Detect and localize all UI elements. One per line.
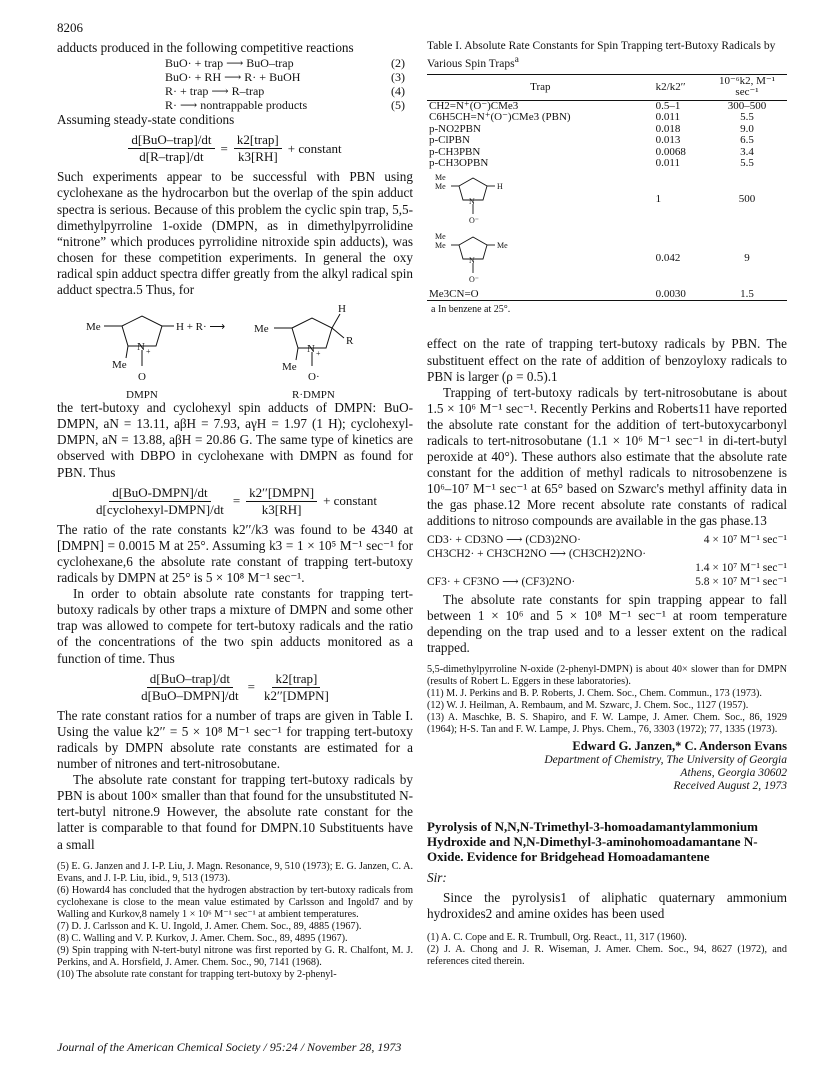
table-header: Trap xyxy=(427,74,654,100)
paragraph: the tert-butoxy and cyclohexyl spin adducts of DMPN: BuO-DMPN, aN = 13.11, aβH = 7.93, aγH = 1.97 (1 H); cyclohexyl-DMPN, aN = 13.88, aβH = 20.86 G. The same type of kinetics are observed with DBPO in cyclohexane with DMPN as found for PBN. Thus xyxy=(57,400,413,480)
table-title-sup: a xyxy=(514,54,519,65)
table-cell: p-CH3OPBN xyxy=(429,157,489,170)
footnote: (11) M. J. Perkins and B. P. Roberts, J. Chem. Soc., Chem. Commun., 173 (1973). xyxy=(427,687,762,699)
scheme-nitrogen-label: N xyxy=(137,341,145,354)
table-cell: Me3CN=O xyxy=(427,289,654,301)
received-date: Received August 2, 1973 xyxy=(673,780,787,793)
table-cell: C6H5CH=N⁺(O⁻)CMe3 (PBN) xyxy=(429,111,571,124)
rate-constant-table xyxy=(427,74,787,302)
table-cell: 300–500 xyxy=(727,99,767,112)
table-row xyxy=(427,112,787,124)
structure-nitrogen: N xyxy=(469,196,475,206)
table-cell: 0.011 xyxy=(655,111,680,124)
footnote: (8) C. Walling and V. P. Kurkov, J. Amer. Chem. Soc., 89, 4895 (1967). xyxy=(57,932,348,944)
reaction-line xyxy=(57,56,413,70)
rate-row xyxy=(427,575,787,589)
journal-footer: Journal of the American Chemical Society / 95:24 / November 28, 1973 xyxy=(57,1040,402,1054)
equation-number: (2) xyxy=(391,56,405,71)
footnote: (7) D. J. Carlsson and K. U. Ingold, J. Amer. Chem. Soc., 89, 4885 (1967). xyxy=(57,920,362,932)
reaction-line xyxy=(57,84,413,98)
table-cell: 500 xyxy=(738,192,756,205)
intro-text: adducts produced in the following competitive reactions xyxy=(57,40,354,55)
page-number: 8206 xyxy=(57,20,83,35)
rate-equation: CD3· + CD3NO ⟶ (CD3)2NO· xyxy=(427,533,581,546)
table-cell: 9 xyxy=(744,252,750,265)
reaction-equation: BuO· + trap ⟶ BuO–trap xyxy=(165,56,294,71)
salutation: Sir: xyxy=(427,870,447,886)
scheme-methyl-label: Me xyxy=(254,323,269,336)
scheme-middle-text: H + R· ⟶ xyxy=(176,321,226,334)
table-row xyxy=(427,124,787,136)
table-cell: 0.011 xyxy=(655,157,680,170)
scheme-label-rdmpn: R·DMPN xyxy=(292,389,335,401)
affiliation-line: Athens, Georgia 30602 xyxy=(680,767,787,780)
rate-equation: CH3CH2· + CH3CH2NO ⟶ (CH3CH2)2NO· xyxy=(427,547,647,560)
table-cell: 0.013 xyxy=(655,134,681,147)
rate-row xyxy=(427,561,787,575)
tmpn-structure-diagram xyxy=(429,229,519,285)
table-cell: 0.042 xyxy=(655,252,681,265)
eq1-left-denominator: d[R–trap]/dt xyxy=(139,149,204,165)
reaction-equation: R· ⟶ nontrappable products xyxy=(165,98,308,113)
footnote: (5) E. G. Janzen and J. I-P. Liu, J. Magn. Resonance, 9, 510 (1973); E. G. Janzen, C. A. Evans, and J. I-P. Liu, ibid., 9, 513 (1973). xyxy=(57,860,413,884)
footnotes-left xyxy=(57,861,413,981)
structure-substituent: Me xyxy=(497,241,508,251)
table-row xyxy=(427,289,787,301)
reaction-equation: R· + trap ⟶ R–trap xyxy=(165,84,265,99)
author-names: Edward G. Janzen,* C. Anderson Evans xyxy=(572,738,787,753)
structure-methyl: Me xyxy=(435,172,446,182)
equation-3: $\frac{\text{d[BuO–trap]/dt}}{\text{d[BuO–DMPN]/dt}}$ = $\frac{\text{k2[trap]}}{\text{k2′′[DMPN]}}$ xyxy=(57,671,413,704)
footnotes-right xyxy=(427,664,787,736)
scheme-charge-label: + xyxy=(316,349,321,359)
table-title-text: Table I. Absolute Rate Constants for Spin Trapping tert-Butoxy Radicals by Various Spin Traps xyxy=(427,40,776,70)
left-column xyxy=(57,40,413,981)
scheme-charge-label: + xyxy=(146,347,151,357)
table-cell: 5.5 xyxy=(740,111,754,124)
table-header: 10⁻⁶k2, M⁻¹ sec⁻¹ xyxy=(707,74,787,100)
paragraph: The absolute rate constants for spin trapping appear to fall between 1 × 10⁶ and 5 × 10⁸ M⁻¹ sec⁻¹ at room temperature depending on the trap used and to a lesser extent on the radical trapped. xyxy=(427,591,787,655)
footnote: (12) W. J. Heilman, A. Rembaum, and M. Szwarc, J. Chem. Soc., 1127 (1957). xyxy=(427,699,749,711)
scheme-nitrogen-label: N xyxy=(307,343,315,356)
paragraph: The ratio of the rate constants k2′′/k3 was found to be 4340 at [DMPN] = 0.0015 M at 25°. Assuming k3 = 1 × 10⁵ M⁻¹ sec⁻¹ for cyclohexane,6 the absolute rate constant of trapping tert-butoxy radicals by DMPN at 25° is 5 × 10⁸ M⁻¹ sec⁻¹. xyxy=(57,521,413,586)
rate-row xyxy=(427,547,787,561)
table-header: k2/k2′′ xyxy=(654,74,707,100)
table-row xyxy=(427,229,787,289)
scheme-label-dmpn: DMPN xyxy=(126,389,158,401)
footnotes-right-2 xyxy=(427,932,787,968)
eq3-left-denominator: d[BuO–DMPN]/dt xyxy=(141,687,239,703)
footnote: (1) A. C. Cope and E. R. Trumbull, Org. React., 11, 317 (1960). xyxy=(427,932,687,944)
dmpn-scheme-diagram xyxy=(70,304,400,400)
table-cell: 5.5 xyxy=(740,157,754,170)
equation-number: (4) xyxy=(391,84,405,99)
eq1-right-numerator: k2[trap] xyxy=(234,132,282,149)
paragraph: effect on the rate of trapping tert-butoxy radicals by PBN. The substituent effect on the rate of addition of benzoyloxy radicals to PBN is larger (ρ = 0.5).1 xyxy=(427,336,787,384)
paragraph: The rate constant ratios for a number of traps are given in Table I. Using the value k2′′ = 5 × 10⁸ M⁻¹ sec⁻¹ for trapping tert-butoxy radicals by DMPN absolute rate constants are estimated for a number of nitrones and tert-nitrosobutane. xyxy=(57,707,413,772)
dmpn-structure-diagram xyxy=(429,170,519,226)
table-cell: 0.0030 xyxy=(654,289,707,301)
scheme-r-label: R xyxy=(346,335,354,348)
rate-value: 1.4 × 10⁷ M⁻¹ sec⁻¹ xyxy=(695,561,787,574)
footnote: (2) J. A. Chong and J. R. Wiseman, J. Amer. Chem. Soc., 94, 8627 (1972), and references cited therein. xyxy=(427,944,787,968)
rate-equations xyxy=(427,533,787,589)
scheme-hydrogen-label: H xyxy=(338,304,346,316)
table-cell: 1.5 xyxy=(707,289,787,301)
structure-nitrogen: N xyxy=(469,256,475,266)
table-cell: 0.0068 xyxy=(655,145,686,158)
table-row xyxy=(427,158,787,170)
equation-1: $\frac{\text{d[BuO–trap]/dt}}{\text{d[R–trap]/dt}}$ = $\frac{\text{k2[trap]}}{k3[RH]}$ + constant xyxy=(57,132,413,165)
equation-2: $\frac{\text{d[BuO-DMPN]/dt}}{\text{d[cyclohexyl-DMPN]/dt}}$ = $\frac{\text{k2′′[DMPN]}}{k3[RH]}$ + constant xyxy=(57,485,413,518)
structure-substituent: H xyxy=(497,181,503,191)
reaction-equation: BuO· + RH ⟶ R· + BuOH xyxy=(165,70,301,85)
table-cell: 0.018 xyxy=(655,122,681,135)
scheme-oxygen-label: O· xyxy=(308,371,320,384)
scheme-methyl-label: Me xyxy=(86,321,101,334)
footnote: (13) A. Maschke, B. S. Shapiro, and F. W. Lampe, J. Amer. Chem. Soc., 86, 1929 (1964); H-S. Tan and F. W. Lampe, J. Phys. Chem., 76, 3303 (1972); 77, 1335 (1973). xyxy=(427,711,787,735)
eq2-tail: + constant xyxy=(323,493,377,509)
rate-value: 5.8 × 10⁷ M⁻¹ sec⁻¹ xyxy=(695,575,787,588)
table-cell: CH2=N⁺(O⁻)CMe3 xyxy=(429,99,519,112)
table-cell: p-ClPBN xyxy=(429,134,470,147)
paragraph: The absolute rate constant for trapping tert-butoxy radicals by PBN is about 100× smaller than that found for the unsubstituted N-tert-butyl nitrone.9 However, the absolute rate constant for the latter is comparable to that found for DMPN.10 Substituents have a small xyxy=(57,772,413,852)
table-footnote: a In benzene at 25°. xyxy=(431,304,511,316)
eq1-right-denominator: k3[RH] xyxy=(237,149,278,165)
equation-number: (3) xyxy=(391,70,405,85)
table-row xyxy=(427,170,787,230)
paragraph: Such experiments appear to be successful with PBN using cyclohexane as the hydrocarbon but the overlap of the spin adduct spectra is serious. Because of this problem the cyclic spin trap, 5,5-dimethylpyrroline 1-oxide (DMPN, as in dimethylpyrrolidine “nitrone” which produces pyrrolidine nitroxide spin adducts), was chosen for these competition experiments. In general the oxy radical spin adduct spectra differ greatly from the alkyl radical spin adduct spectra.5 Thus, for xyxy=(57,169,413,298)
table-cell: 6.5 xyxy=(740,134,754,147)
paragraph: In order to obtain absolute rate constants for trapping tert-butoxy radicals by other traps a mixture of DMPN and some other trap was allowed to compete for tert-butoxy radicals and the ratio of the concentrations of the two spin adducts monitored as a function of time. Thus xyxy=(57,586,413,666)
rate-row xyxy=(427,533,787,547)
footnote: (9) Spin trapping with N-tert-butyl nitrone was first reported by G. R. Chalfont, M. J. Perkins, and A. Horsfield, J. Amer. Chem. Soc., 90, 7141 (1968). xyxy=(57,944,413,968)
table-cell: 0.5–1 xyxy=(655,99,681,112)
eq2-left-denominator: d[cyclohexyl-DMPN]/dt xyxy=(96,501,224,517)
structure-methyl: Me xyxy=(435,241,446,251)
scheme-oxygen-label: O xyxy=(138,371,146,384)
eq2-left-numerator: d[BuO-DMPN]/dt xyxy=(109,485,210,502)
table-cell: 1 xyxy=(655,192,662,205)
table-cell: 9.0 xyxy=(740,122,754,135)
reaction-list xyxy=(57,56,413,112)
structure-methyl: Me xyxy=(435,232,446,242)
rate-value: 4 × 10⁷ M⁻¹ sec⁻¹ xyxy=(703,533,787,546)
table-row xyxy=(427,135,787,147)
table-title xyxy=(427,40,787,71)
reaction-line xyxy=(57,70,413,84)
assuming-text: Assuming steady-state conditions xyxy=(57,112,235,128)
paragraph: Trapping of tert-butoxy radicals by tert-nitrosobutane is about 1.5 × 10⁶ M⁻¹ sec⁻¹. Recently Perkins and Roberts11 have reported the absolute rate constant for the addition of tert-butoxycarbonyl radicals to tert-nitrosobutane (1.1 × 10⁶ M⁻¹ sec⁻¹ in di-tert-butyl peroxide at 40°). These authors also estimate that the absolute rate constant for the addition of methyl radicals to nitrosobenzene is 10⁶–10⁷ M⁻¹ sec⁻¹ at 65° based on Szwarc's methyl affinity data in the gas phase.12 More recent absolute rate constants of radical additions to nitroso compounds are available in the gas phase.13 xyxy=(427,384,787,529)
scheme-methyl-label: Me xyxy=(282,361,297,374)
eq3-right-denominator: k2′′[DMPN] xyxy=(263,687,329,703)
rate-equation: CF3· + CF3NO ⟶ (CF3)2NO· xyxy=(427,575,576,588)
eq3-right-numerator: k2[trap] xyxy=(272,671,320,688)
structure-methyl: Me xyxy=(435,181,446,191)
article-title: Pyrolysis of N,N,N-Trimethyl-3-homoadamantylammonium Hydroxide and N,N-Dimethyl-3-aminohomoadamantane N-Oxide. Evidence for Bridgehead Homoadamantene xyxy=(427,819,759,865)
footnote: 5,5-dimethylpyrroline N-oxide (2-phenyl-DMPN) is about 40× slower than for DMPN (results of Robert L. Eggers in these laboratories). xyxy=(427,663,787,687)
structure-oxygen: O⁻ xyxy=(469,275,479,285)
eq1-left-numerator: d[BuO–trap]/dt xyxy=(128,132,214,149)
structure-oxygen: O⁻ xyxy=(469,215,479,225)
eq1-tail: + constant xyxy=(287,140,342,156)
eq2-right-numerator: k2′′[DMPN] xyxy=(246,485,317,502)
right-column xyxy=(427,40,787,968)
eq3-left-numerator: d[BuO–trap]/dt xyxy=(147,671,233,688)
footnote: (10) The absolute rate constant for trapping tert-butoxy by 2-phenyl- xyxy=(57,968,337,980)
footnote: (6) Howard4 has concluded that the hydrogen abstraction by tert-butoxy radicals from cyclohexane is close to the mean value estimated by Carlsson and Ingold7 and by Walling and Kurkov,8 namely 1 × 10⁶ M⁻¹ sec⁻¹ at ambient temperatures. xyxy=(57,884,413,920)
scheme-methyl-label: Me xyxy=(112,359,127,372)
table-cell: p-NO2PBN xyxy=(429,122,481,135)
paragraph: Since the pyrolysis1 of aliphatic quaternary ammonium hydroxides2 and amine oxides has been used xyxy=(427,890,787,922)
equation-number: (5) xyxy=(391,98,405,113)
reaction-line xyxy=(57,98,413,112)
table-cell: 3.4 xyxy=(740,145,754,158)
eq2-right-denominator: k3[RH] xyxy=(261,501,302,517)
affiliation-line: Department of Chemistry, The University of Georgia xyxy=(544,754,787,767)
table-cell: p-CH3PBN xyxy=(429,145,481,158)
